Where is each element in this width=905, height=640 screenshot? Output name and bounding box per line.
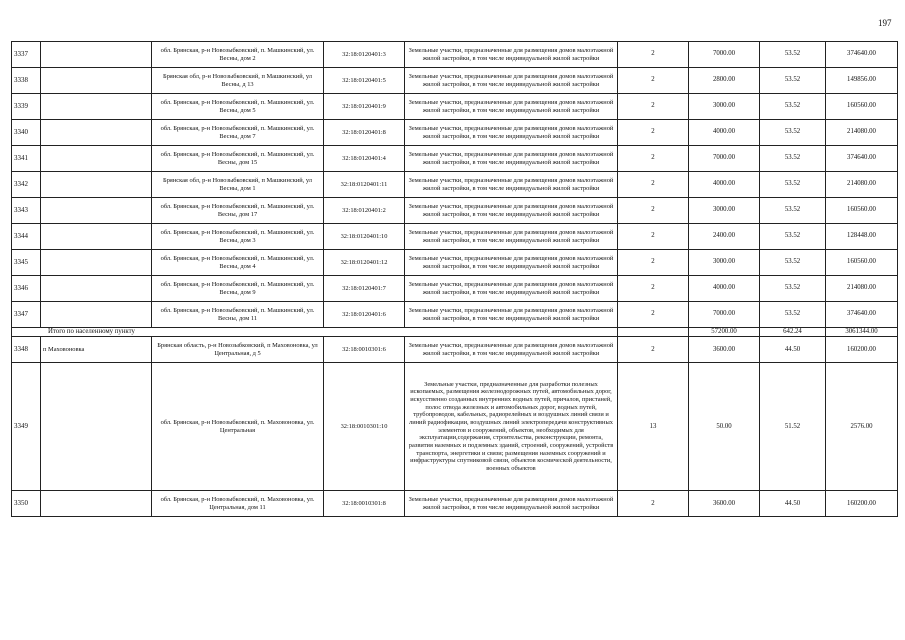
- total-value-cell: 214080.00: [826, 172, 898, 198]
- category-cell: 13: [618, 363, 689, 491]
- area-cell: 3000.00: [689, 250, 760, 276]
- cadastral-number-cell: 32:18:0010301:6: [324, 337, 405, 363]
- cadastral-number-cell: 32:18:0120401:11: [324, 172, 405, 198]
- total-value-cell: 160560.00: [826, 198, 898, 224]
- cadastral-number-cell: 32:18:0120401:4: [324, 146, 405, 172]
- cadastral-number-cell: 32:18:0120401:8: [324, 120, 405, 146]
- rate-cell: 44.50: [760, 337, 826, 363]
- total-value-cell: 160560.00: [826, 94, 898, 120]
- table-row: [12, 363, 898, 491]
- cadastral-number-cell: 32:18:0120401:12: [324, 250, 405, 276]
- table-row: [12, 337, 898, 363]
- category-cell: 2: [618, 224, 689, 250]
- total-value-cell: 374640.00: [826, 42, 898, 68]
- blank-cell: [41, 120, 152, 146]
- table-row: [12, 224, 898, 250]
- rate-cell: 51.52: [760, 363, 826, 491]
- category-cell: 2: [618, 94, 689, 120]
- land-use-description-cell: Земельные участки, предназначенные для размещения домов малоэтажной жилой застройки, в том числе индивидуальной жилой застройки: [405, 337, 618, 363]
- category-cell: 2: [618, 250, 689, 276]
- rate-cell: 53.52: [760, 302, 826, 328]
- total-value-cell: 149856.00: [826, 68, 898, 94]
- cadastral-number-cell: 32:18:0120401:7: [324, 276, 405, 302]
- row-number: 3344: [12, 224, 41, 250]
- table-row: [12, 120, 898, 146]
- rate-cell: 53.52: [760, 172, 826, 198]
- category-cell: 2: [618, 302, 689, 328]
- row-number: 3343: [12, 198, 41, 224]
- table-row: [12, 172, 898, 198]
- total-value-cell: 128448.00: [826, 224, 898, 250]
- table-row: [12, 42, 898, 68]
- land-use-description-cell: Земельные участки, предназначенные для размещения домов малоэтажной жилой застройки, в том числе индивидуальной жилой застройки: [405, 120, 618, 146]
- category-cell: 2: [618, 42, 689, 68]
- blank-cell: [41, 491, 152, 517]
- table-row: [12, 491, 898, 517]
- cadastral-number-cell: 32:18:0010301:8: [324, 491, 405, 517]
- address-cell: обл. Брянская, р-н Новозыбковский, п. Машкинский, ул. Весны, дом 15: [152, 146, 324, 172]
- row-number: 3341: [12, 146, 41, 172]
- table-body-subtotal: [12, 328, 898, 337]
- category-cell: 2: [618, 68, 689, 94]
- page-number: 197: [878, 18, 892, 28]
- rate-cell: 53.52: [760, 42, 826, 68]
- category-cell: 2: [618, 198, 689, 224]
- subtotal-row: [12, 328, 898, 337]
- address-cell: обл. Брянская, р-н Новозыбковский, п. Машкинский, ул. Весны, дом 4: [152, 250, 324, 276]
- table-row: [12, 68, 898, 94]
- blank-cell: [41, 363, 152, 491]
- row-number: 3339: [12, 94, 41, 120]
- table-row: [12, 94, 898, 120]
- address-cell: Брянская обл, р-н Новозыбковский, п Машкинский, ул Весны, дом 1: [152, 172, 324, 198]
- category-cell: 2: [618, 172, 689, 198]
- table-row: [12, 146, 898, 172]
- row-number: 3342: [12, 172, 41, 198]
- land-use-description-cell: Земельные участки, предназначенные для размещения домов малоэтажной жилой застройки, в том числе индивидуальной жилой застройки: [405, 42, 618, 68]
- area-cell: 2800.00: [689, 68, 760, 94]
- table-row: [12, 302, 898, 328]
- rate-cell: 44.50: [760, 491, 826, 517]
- subtotal-label: Итого по населенному пункту: [12, 328, 618, 337]
- rate-cell: 53.52: [760, 276, 826, 302]
- cadastral-number-cell: 32:18:0120401:10: [324, 224, 405, 250]
- total-value-cell: 374640.00: [826, 146, 898, 172]
- table-body-makhonovka: [12, 337, 898, 517]
- blank-cell: [41, 276, 152, 302]
- area-cell: 7000.00: [689, 146, 760, 172]
- land-use-description-cell: Земельные участки, предназначенные для размещения домов малоэтажной жилой застройки, в том числе индивидуальной жилой застройки: [405, 68, 618, 94]
- row-number: 3347: [12, 302, 41, 328]
- subtotal-rate: 642.24: [760, 328, 826, 337]
- land-registry-table: [11, 41, 898, 517]
- rate-cell: 53.52: [760, 198, 826, 224]
- row-number: 3338: [12, 68, 41, 94]
- address-cell: обл. Брянская, р-н Новозыбковский, п. Машкинский, ул. Весны, дом 3: [152, 224, 324, 250]
- blank-cell: [41, 250, 152, 276]
- land-use-description-cell: Земельные участки, предназначенные для разработки полезных ископаемых, размещения железнодорожных путей, автомобильных дорог, искусственно созданных внутренних водных путей, причалов, пристаней, полос отвода железных и автомобильных дорог, водных путей, трубопроводов, кабельных, радиорелейных и воздушных линий связи и линий радиофикации, воздушных линий электропередачи конструктивных элементов и сооружений, объектов, необходимых для эксплуатации,содержания, строительства, реконструкции, ремонта, развития наземных и подземных зданий, строений, сооружений, устройств транспорта, энергетики и связи; размещения наземных сооружений и инфраструктуры спутниковой связи, объектов космической деятельности, военных объектов: [405, 363, 618, 491]
- land-use-description-cell: Земельные участки, предназначенные для размещения домов малоэтажной жилой застройки, в том числе индивидуальной жилой застройки: [405, 224, 618, 250]
- land-use-description-cell: Земельные участки, предназначенные для размещения домов малоэтажной жилой застройки, в том числе индивидуальной жилой застройки: [405, 172, 618, 198]
- area-cell: 7000.00: [689, 42, 760, 68]
- total-value-cell: 374640.00: [826, 302, 898, 328]
- blank-cell: [41, 146, 152, 172]
- total-value-cell: 214080.00: [826, 120, 898, 146]
- total-value-cell: 160200.00: [826, 491, 898, 517]
- area-cell: 3600.00: [689, 337, 760, 363]
- row-number: 3350: [12, 491, 41, 517]
- address-cell: обл. Брянская, р-н Новозыбковский, п. Машкинский, ул. Весны, дом 5: [152, 94, 324, 120]
- land-use-description-cell: Земельные участки, предназначенные для размещения домов малоэтажной жилой застройки, в том числе индивидуальной жилой застройки: [405, 146, 618, 172]
- section-label: п Маховоновка: [41, 337, 152, 363]
- area-cell: 4000.00: [689, 120, 760, 146]
- blank-cell: [41, 94, 152, 120]
- land-use-description-cell: Земельные участки, предназначенные для размещения домов малоэтажной жилой застройки, в том числе индивидуальной жилой застройки: [405, 198, 618, 224]
- blank-cell: [41, 198, 152, 224]
- total-value-cell: 214080.00: [826, 276, 898, 302]
- address-cell: обл. Брянская, р-н Новозыбковский, п. Маховоновка, ул. Центральная, дом 11: [152, 491, 324, 517]
- total-value-cell: 2576.00: [826, 363, 898, 491]
- cadastral-number-cell: 32:18:0120401:6: [324, 302, 405, 328]
- address-cell: обл. Брянская, р-н Новозыбковский, п. Машкинский, ул. Весны, дом 9: [152, 276, 324, 302]
- category-cell: 2: [618, 120, 689, 146]
- area-cell: 4000.00: [689, 276, 760, 302]
- land-use-description-cell: Земельные участки, предназначенные для размещения домов малоэтажной жилой застройки, в том числе индивидуальной жилой застройки: [405, 491, 618, 517]
- row-number: 3340: [12, 120, 41, 146]
- table-body-maskinsky: [12, 42, 898, 328]
- area-cell: 3600.00: [689, 491, 760, 517]
- row-number: 3337: [12, 42, 41, 68]
- table-row: [12, 250, 898, 276]
- table-row: [12, 198, 898, 224]
- category-cell: 2: [618, 491, 689, 517]
- subtotal-area: 57200.00: [689, 328, 760, 337]
- area-cell: 7000.00: [689, 302, 760, 328]
- address-cell: обл. Брянская, р-н Новозыбковский, п. Маховоновка, ул. Центральная: [152, 363, 324, 491]
- total-value-cell: 160200.00: [826, 337, 898, 363]
- land-use-description-cell: Земельные участки, предназначенные для размещения домов малоэтажной жилой застройки, в том числе индивидуальной жилой застройки: [405, 302, 618, 328]
- blank-cell: [41, 172, 152, 198]
- category-cell: 2: [618, 337, 689, 363]
- row-number: 3348: [12, 337, 41, 363]
- rate-cell: 53.52: [760, 146, 826, 172]
- address-cell: обл. Брянская, р-н Новозыбковский, п. Машкинский, ул. Весны, дом 17: [152, 198, 324, 224]
- land-use-description-cell: Земельные участки, предназначенные для размещения домов малоэтажной жилой застройки, в том числе индивидуальной жилой застройки: [405, 94, 618, 120]
- address-cell: Брянская обл, р-н Новозыбковский, п Машкинский, ул Весны, д 13: [152, 68, 324, 94]
- blank-cell: [41, 302, 152, 328]
- blank-cell: [41, 68, 152, 94]
- address-cell: обл. Брянская, р-н Новозыбковский, п. Машкинский, ул. Весны, дом 2: [152, 42, 324, 68]
- address-cell: обл. Брянская, р-н Новозыбковский, п. Машкинский, ул. Весны, дом 11: [152, 302, 324, 328]
- row-number: 3345: [12, 250, 41, 276]
- table-row: [12, 276, 898, 302]
- blank-cell: [41, 224, 152, 250]
- area-cell: 2400.00: [689, 224, 760, 250]
- rate-cell: 53.52: [760, 120, 826, 146]
- row-number: 3346: [12, 276, 41, 302]
- rate-cell: 53.52: [760, 94, 826, 120]
- category-cell: 2: [618, 146, 689, 172]
- cadastral-number-cell: 32:18:0120401:9: [324, 94, 405, 120]
- area-cell: 3000.00: [689, 94, 760, 120]
- row-number: 3349: [12, 363, 41, 491]
- cadastral-number-cell: 32:18:0120401:5: [324, 68, 405, 94]
- area-cell: 3000.00: [689, 198, 760, 224]
- rate-cell: 53.52: [760, 224, 826, 250]
- area-cell: 50.00: [689, 363, 760, 491]
- rate-cell: 53.52: [760, 250, 826, 276]
- address-cell: обл. Брянская, р-н Новозыбковский, п. Машкинский, ул. Весны, дом 7: [152, 120, 324, 146]
- subtotal-category: [618, 328, 689, 337]
- rate-cell: 53.52: [760, 68, 826, 94]
- subtotal-total: 3061344.00: [826, 328, 898, 337]
- cadastral-number-cell: 32:18:0120401:2: [324, 198, 405, 224]
- area-cell: 4000.00: [689, 172, 760, 198]
- land-use-description-cell: Земельные участки, предназначенные для размещения домов малоэтажной жилой застройки, в том числе индивидуальной жилой застройки: [405, 250, 618, 276]
- cadastral-number-cell: 32:18:0120401:3: [324, 42, 405, 68]
- category-cell: 2: [618, 276, 689, 302]
- total-value-cell: 160560.00: [826, 250, 898, 276]
- blank-cell: [41, 42, 152, 68]
- address-cell: Брянская область, р-н Новозыбковский, п Маховоновка, ул Центральная, д 5: [152, 337, 324, 363]
- land-use-description-cell: Земельные участки, предназначенные для размещения домов малоэтажной жилой застройки, в том числе индивидуальной жилой застройки: [405, 276, 618, 302]
- cadastral-number-cell: 32:18:0010301:10: [324, 363, 405, 491]
